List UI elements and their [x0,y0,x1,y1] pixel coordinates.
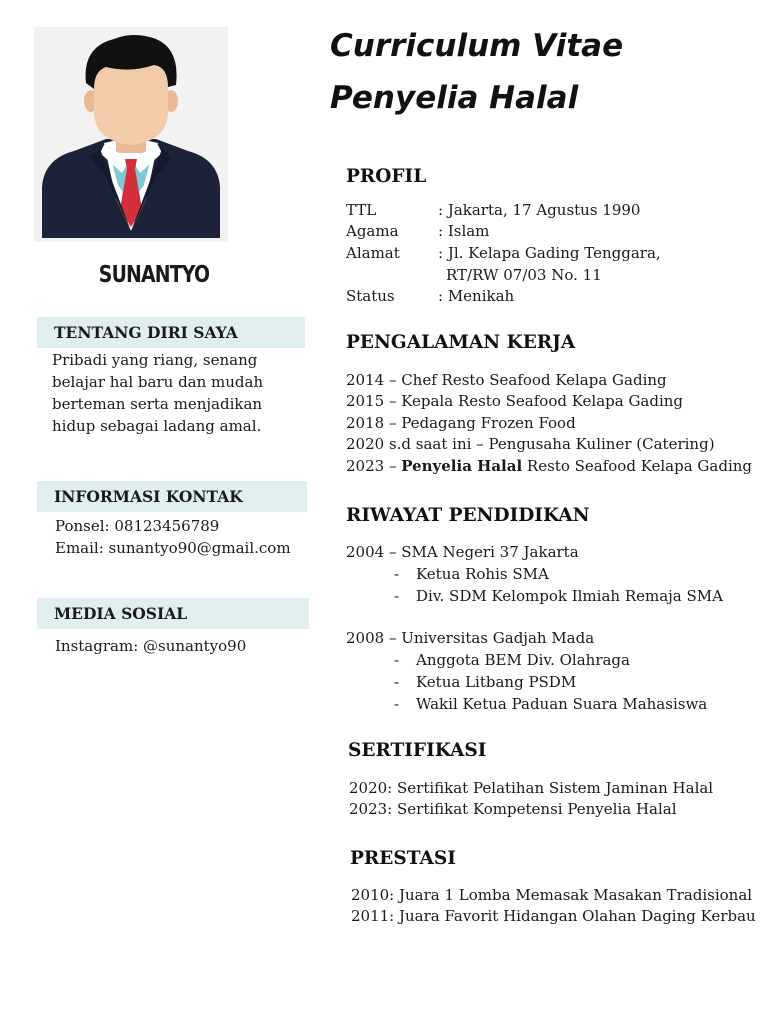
achievement-heading: PRESTASI [350,848,456,869]
achievement-item: 2011: Juara Favorit Hidangan Olahan Daging Kerbau [351,907,756,925]
contact-phone: Ponsel: 08123456789 [55,517,220,535]
social-instagram: Instagram: @sunantyo90 [55,637,247,655]
about-line: belajar hal baru dan mudah [52,373,264,391]
profile-heading: PROFIL [346,166,427,187]
certification-heading: SERTIFIKASI [348,740,487,761]
certification-item: 2020: Sertifikat Pelatihan Sistem Jaminan Halal [349,779,714,797]
about-line: hidup sebagai ladang amal. [52,417,262,435]
bullet-dash: - [394,651,400,669]
profile-value: : Jakarta, 17 Agustus 1990 [438,201,641,219]
education-activity: Ketua Rohis SMA [416,565,549,583]
profile-value: : Islam [438,222,490,240]
experience-item: 2018 – Pedagang Frozen Food [346,414,576,432]
education-school: 2004 – SMA Negeri 37 Jakarta [346,543,579,561]
profile-label: Agama [346,222,399,240]
document-title-line2: Penyelia Halal [330,80,579,116]
contact-info [55,515,291,559]
experience-item: 2020 s.d saat ini – Pengusaha Kuliner (Catering) [346,435,715,453]
experience-place: Resto Seafood Kelapa Gading [522,457,753,475]
profile-value: : Jl. Kelapa Gading Tenggara, [438,244,661,262]
profile-value: RT/RW 07/03 No. 11 [446,266,602,284]
education-school: 2008 – Universitas Gadjah Mada [346,629,595,647]
about-line: berteman serta menjadikan [52,395,263,413]
education-activity: Anggota BEM Div. Olahraga [416,651,630,669]
person-name: SUNANTYO [98,262,210,288]
profile-label: TTL [346,201,377,219]
bullet-dash: - [394,587,400,605]
experience-item: 2014 – Chef Resto Seafood Kelapa Gading [346,371,667,389]
bullet-dash: - [394,673,400,691]
experience-item [346,456,752,477]
social-heading: MEDIA SOSIAL [37,598,309,629]
contact-heading: INFORMASI KONTAK [37,481,307,512]
about-heading: TENTANG DIRI SAYA [37,317,305,348]
certification-item: 2023: Sertifikat Kompetensi Penyelia Halal [349,800,677,818]
profile-label: Alamat [346,244,400,262]
about-text [52,349,263,437]
businessman-avatar-icon [34,27,228,242]
education-activity: Div. SDM Kelompok Ilmiah Remaja SMA [416,587,723,605]
experience-year: 2023 – [346,457,402,475]
profile-label: Status [346,287,395,305]
document-title-line1: Curriculum Vitae [330,28,624,64]
experience-role-highlight: Penyelia Halal [401,457,523,475]
profile-photo [34,27,228,242]
experience-item: 2015 – Kepala Resto Seafood Kelapa Gading [346,392,684,410]
education-activity: Wakil Ketua Paduan Suara Mahasiswa [416,695,708,713]
education-heading: RIWAYAT PENDIDIKAN [346,505,590,526]
achievement-item: 2010: Juara 1 Lomba Memasak Masakan Tradisional [351,886,753,904]
bullet-dash: - [394,695,400,713]
about-line: Pribadi yang riang, senang [52,351,258,369]
bullet-dash: - [394,565,400,583]
profile-value: : Menikah [438,287,515,305]
experience-heading: PENGALAMAN KERJA [346,332,576,353]
education-activity: Ketua Litbang PSDM [416,673,577,691]
contact-email: Email: sunantyo90@gmail.com [55,539,291,557]
